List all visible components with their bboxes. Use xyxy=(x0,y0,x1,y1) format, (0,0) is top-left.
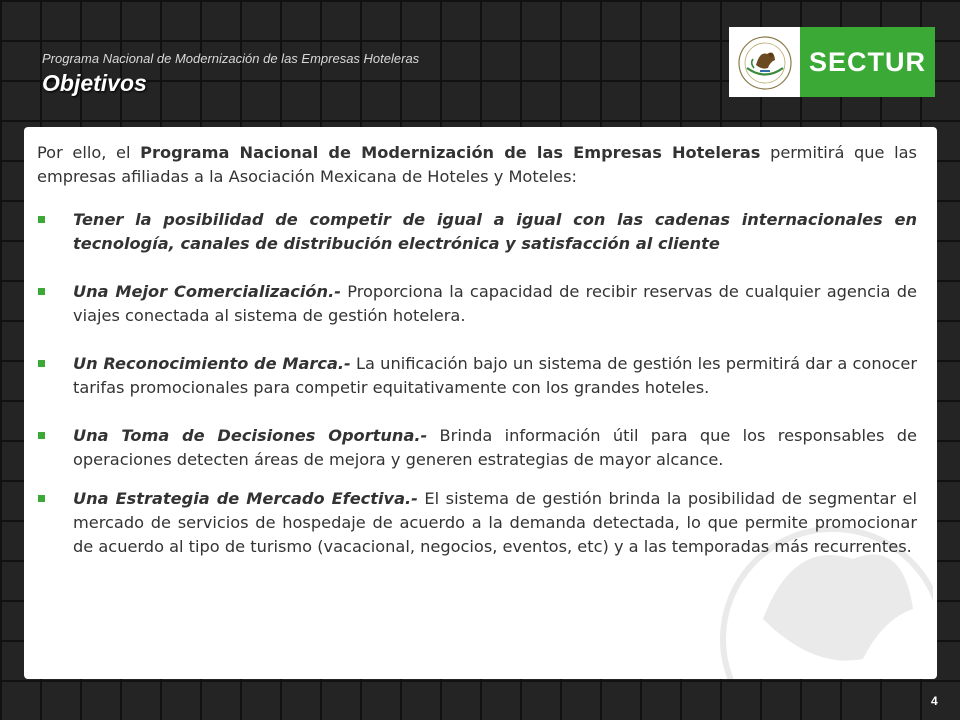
bullet-text: Brinda información útil para que los responsables de operaciones detecten áreas de mejora y generen estrategias de mayor alcance. xyxy=(73,426,917,469)
bullet-square-icon xyxy=(38,432,45,439)
header-subtitle: Programa Nacional de Modernización de las Empresas Hoteleras xyxy=(42,51,420,66)
page-number: 4 xyxy=(931,694,938,708)
bullet-text: Proporciona la capacidad de recibir reservas de cualquier agencia de viajes conectada al sistema de gestión hotelera. xyxy=(73,282,917,325)
content-body xyxy=(37,141,917,583)
bullet-lead: Tener la posibilidad de competir de igual a igual con las cadenas internacionales en tecnología, canales de distribución electrónica y satisfacción al cliente xyxy=(73,210,917,253)
bullet-text: El sistema de gestión brinda la posibilidad de segmentar el mercado de servicios de hospedaje de acuerdo a la demanda detectada, lo que permite promocionar de acuerdo al tipo de turismo (vacacional, negocios, eventos, etc) y a las temporadas más recurrentes. xyxy=(73,489,917,556)
bullet-lead: Una Estrategia de Mercado Efectiva.- xyxy=(73,489,418,508)
sectur-logo xyxy=(800,27,935,97)
bullet-text: La unificación bajo un sistema de gestión les permitirá dar a conocer tarifas promocionales para competir equitativamente con los grandes hoteles. xyxy=(73,354,918,397)
bullet-square-icon xyxy=(38,360,45,367)
list-item xyxy=(37,352,917,400)
bullet-lead: Un Reconocimiento de Marca.- xyxy=(73,354,351,373)
bullet-square-icon xyxy=(38,495,45,502)
intro-paragraph: Por ello, el Programa Nacional de Modernización de las Empresas Hoteleras permitirá que las empresas afiliadas a la Asociación Mexicana de Hoteles y Moteles: xyxy=(37,143,917,186)
bullet-square-icon xyxy=(38,288,45,295)
list-item xyxy=(37,424,917,472)
bullet-lead: Una Mejor Comercialización.- xyxy=(73,282,341,301)
objectives-list xyxy=(37,208,917,559)
bullet-lead: Una Toma de Decisiones Oportuna.- xyxy=(73,426,428,445)
list-item xyxy=(37,487,917,559)
content-panel xyxy=(24,127,937,679)
list-item xyxy=(37,280,917,328)
mexico-seal-icon xyxy=(737,35,793,91)
program-name: Programa Nacional de Modernización de las Empresas Hoteleras xyxy=(140,143,761,162)
page-title: Objetivos xyxy=(42,70,147,96)
brand-name: SECTUR xyxy=(808,46,926,77)
list-item xyxy=(37,208,917,256)
bullet-square-icon xyxy=(38,216,45,223)
